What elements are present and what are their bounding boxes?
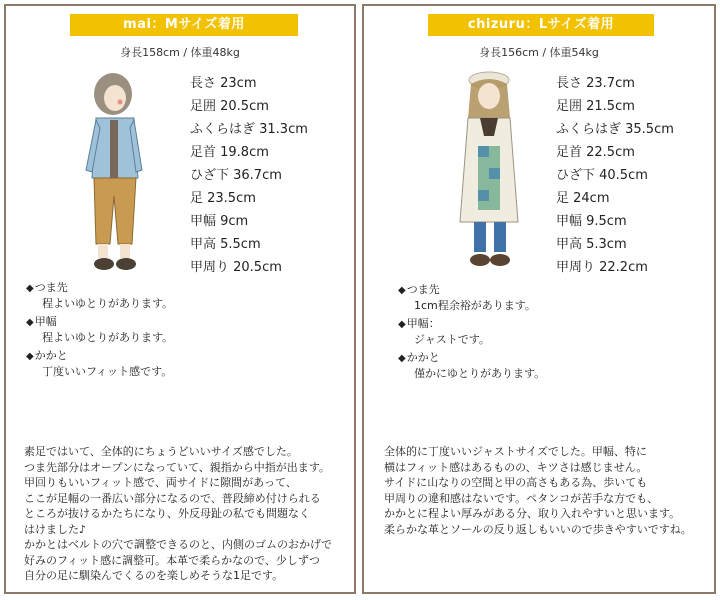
note-title: かかと <box>406 351 440 364</box>
fit-note <box>398 282 545 314</box>
diamond-bullet-icon: ◆ <box>26 317 34 328</box>
measure-item: 甲幅 9.5cm <box>556 214 627 229</box>
note-title: 甲幅： <box>406 317 440 330</box>
size-banner: chizuru：Lサイズ着用 <box>428 14 654 36</box>
measure-item: 長さ 23.7cm <box>556 76 635 91</box>
measure-item: ひざ下 36.7cm <box>190 168 282 183</box>
measure-item: 甲高 5.5cm <box>190 237 261 252</box>
diamond-bullet-icon: ◆ <box>398 319 406 330</box>
note-title: つま先 <box>406 283 440 296</box>
note-text: 程よいゆとりがあります。 <box>42 331 174 344</box>
summary-line: かかとに程よい厚みがある分、取り入れやすいと思います。 <box>384 507 681 520</box>
measure-item: 長さ 23cm <box>190 76 257 91</box>
summary-line: サイドに山なりの空間と甲の高さもある為、歩いても <box>384 476 648 489</box>
illustration-chizuru <box>444 66 534 286</box>
summary-line: 自分の足に馴染んでくるのを楽しめそうな1足です。 <box>24 569 284 582</box>
summary-line: 甲周りの違和感はないです。ペタンコが苦手な方でも、 <box>384 491 659 505</box>
fit-note <box>398 316 545 348</box>
note-title: 甲幅 <box>34 315 57 328</box>
measure-item: 足 24cm <box>556 191 610 206</box>
diamond-bullet-icon: ◆ <box>26 351 34 362</box>
review-panel-chizuru <box>362 4 716 594</box>
measure-item: 甲周り 22.2cm <box>556 260 648 275</box>
diamond-bullet-icon: ◆ <box>398 285 406 296</box>
fit-note <box>398 350 545 382</box>
measure-item: 足首 19.8cm <box>190 145 269 160</box>
summary-line: ところが抜けるかたちになり、外反母趾の私でも問題なく <box>24 507 310 520</box>
measurement-list <box>190 72 308 279</box>
note-text: 僅かにゆとりがあります。 <box>414 367 546 380</box>
measure-item: ひざ下 40.5cm <box>556 168 648 183</box>
size-banner: mai：Mサイズ着用 <box>70 14 298 36</box>
measure-item: ふくらはぎ 35.5cm <box>556 122 674 137</box>
note-text: 1cm程余裕があります。 <box>414 299 536 312</box>
summary-line: 横はフィット感はあるものの、キツさは感じません。 <box>384 460 648 474</box>
fit-note <box>26 314 173 346</box>
measure-item: 足 23.5cm <box>190 191 256 206</box>
measure-item: 足囲 21.5cm <box>556 99 635 114</box>
summary-line: 素足ではいて、全体的にちょうどいいサイズ感でした。 <box>24 445 298 458</box>
review-summary <box>24 444 332 584</box>
summary-line: 柔らかな革とソールの反り返しもいいので歩きやすいですね。 <box>384 522 692 536</box>
measure-item: 甲高 5.3cm <box>556 237 627 252</box>
body-stats: 身長156cm / 体重54kg <box>479 46 599 59</box>
measure-item: 足首 22.5cm <box>556 145 635 160</box>
note-text: ジャストです。 <box>414 333 490 346</box>
fit-notes <box>26 280 173 382</box>
fit-note <box>26 348 173 380</box>
summary-line: 甲回りもいいフィット感で、両サイドに隙間があって、 <box>24 476 297 489</box>
fit-note <box>26 280 173 312</box>
review-panel-mai <box>4 4 356 594</box>
measure-item: ふくらはぎ 31.3cm <box>190 122 308 137</box>
note-title: かかと <box>34 349 68 362</box>
note-text: 程よいゆとりがあります。 <box>42 297 174 310</box>
body-stats: 身長158cm / 体重48kg <box>120 46 240 59</box>
summary-line: はけました♪ <box>24 522 87 536</box>
fit-notes <box>398 282 545 384</box>
note-text: 丁度いいフィット感です。 <box>42 365 173 378</box>
measurement-list <box>556 72 674 279</box>
summary-line: つま先部分はオープンになっていて、親指から中指が出ます。 <box>24 460 330 474</box>
summary-line: ここが足幅の一番広い部分になるので、普段締め付けられる <box>24 491 321 505</box>
illustration-mai <box>68 66 158 286</box>
summary-line: 好みのフィット感に調整可。本革で柔らかなので、少しずつ <box>24 553 320 567</box>
note-title: つま先 <box>34 281 68 294</box>
diamond-bullet-icon: ◆ <box>398 353 406 364</box>
measure-item: 足囲 20.5cm <box>190 99 269 114</box>
diamond-bullet-icon: ◆ <box>26 283 34 294</box>
summary-line: 全体的に丁度いいジャストサイズでした。甲幅、特に <box>384 445 647 458</box>
measure-item: 甲周り 20.5cm <box>190 260 282 275</box>
measure-item: 甲幅 9cm <box>190 214 249 229</box>
review-summary <box>384 444 692 537</box>
summary-line: かかとはベルトの穴で調整できるのと、内側のゴムのおかげで <box>24 538 332 551</box>
